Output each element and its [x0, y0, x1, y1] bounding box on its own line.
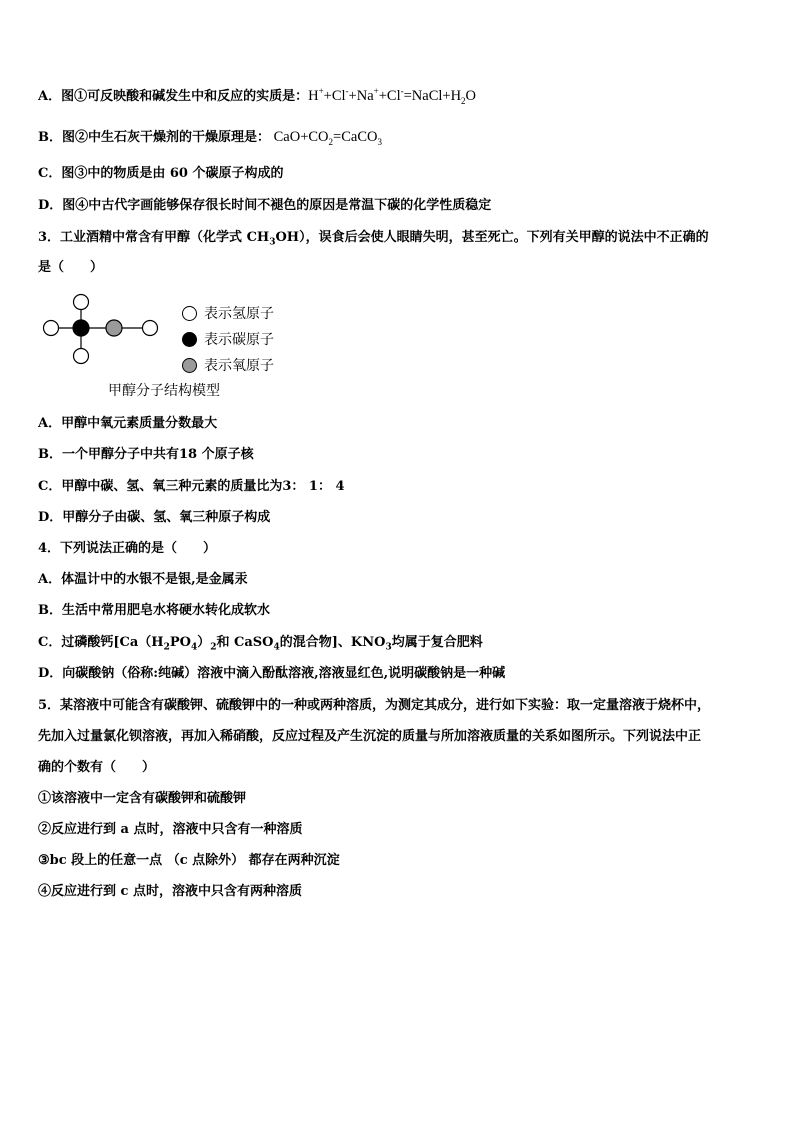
option-b-text: B．图②中生石灰干燥剂的干燥原理是：	[38, 130, 270, 145]
option-a	[38, 87, 476, 106]
hydrogen-atom-right	[143, 321, 158, 336]
question-4-option-d: D．向碳酸钠（俗称:纯碱）溶液中滴入酚酞溶液,溶液显红色,说明碳酸钠是一种碱	[38, 666, 506, 681]
hydrogen-atom-top	[74, 295, 89, 310]
question-5-stem-line-2: 先加入过量氯化钡溶液，再加入稀硝酸，反应过程及产生沉淀的质量与所加溶液质量的关系如图所示。下列说法中正	[38, 729, 702, 744]
question-4-option-b: B．生活中常用肥皂水将硬水转化成软水	[38, 603, 270, 618]
question-3-stem-cont: 是（ ）	[38, 260, 104, 275]
question-4-stem: 4．下列说法正确的是（ ）	[38, 541, 217, 556]
legend-oxygen: 表示氧原子	[182, 355, 274, 375]
question-4-option-c: C．过磷酸钙[$Ca(H_2PO_4)_2$和 CaSO$_4$的混合物]、$KNO_3$均属于复合肥料	[38, 635, 483, 653]
question-3-stem: 3．工业酒精中常含有甲醇（化学式 $CH_3OH$），误食后会使人眼睛失明，甚至死亡。下列有关甲醇的说法中不正确的	[38, 230, 709, 248]
question-3-option-d: D．甲醇分子由碳、氢、氧三种原子构成	[38, 510, 271, 525]
legend-carbon: 表示碳原子	[182, 329, 274, 349]
legend-hydrogen: 表示氢原子	[182, 303, 274, 323]
question-3-option-a: A．甲醇中氧元素质量分数最大	[38, 416, 218, 431]
oxygen-legend-icon	[182, 358, 197, 373]
molecule-caption: 甲醇分子结构模型	[108, 383, 220, 399]
option-a-text: A．图①可反映酸和碱发生中和反应的实质是：	[38, 89, 309, 104]
hydrogen-atom-bottom	[74, 349, 89, 364]
option-b	[38, 128, 382, 147]
hydrogen-atom-left	[44, 321, 59, 336]
question-5-statement-1: ①该溶液中一定含有碳酸钾和硫酸钾	[38, 791, 247, 806]
question-5-statement-3: ③bc 段上的任意一点 （c 点除外） 都存在两种沉淀	[38, 853, 340, 868]
question-3-option-c: C．甲醇中碳、氢、氧三种元素的质量比为3： 1： 4	[38, 479, 345, 494]
question-5-stem-line-3: 确的个数有（ ）	[38, 760, 156, 775]
option-d: D．图④中古代字画能够保存很长时间不褪色的原因是常温下碳的化学性质稳定	[38, 198, 492, 213]
hydrogen-legend-icon	[182, 306, 197, 321]
methanol-molecule-model	[40, 292, 180, 372]
question-5-stem-line-1: 5．某溶液中可能含有碳酸钾、硫酸钾中的一种或两种溶质，为测定其成分，进行如下实验：取一定量溶液于烧杯中，	[38, 698, 711, 713]
option-c: C．图③中的物质是由 60 个碳原子构成的	[38, 166, 284, 181]
question-5-statement-4: ④反应进行到 c 点时，溶液中只含有两种溶质	[38, 884, 302, 899]
oxygen-atom	[106, 320, 122, 336]
option-b-equation: $CaO+CO_2=CaCO_3$	[273, 129, 382, 147]
question-5-statement-2: ②反应进行到 a 点时，溶液中只含有一种溶质	[38, 822, 303, 837]
carbon-atom	[73, 320, 89, 336]
question-3-option-b: B．一个甲醇分子中共有18 个原子核	[38, 447, 254, 462]
option-a-equation: $H^++Cl^-+Na^++Cl^-=NaCl+H_2O$	[308, 86, 477, 106]
carbon-legend-icon	[182, 332, 197, 347]
question-4-option-a: A．体温计中的水银不是银,是金属汞	[38, 572, 248, 587]
